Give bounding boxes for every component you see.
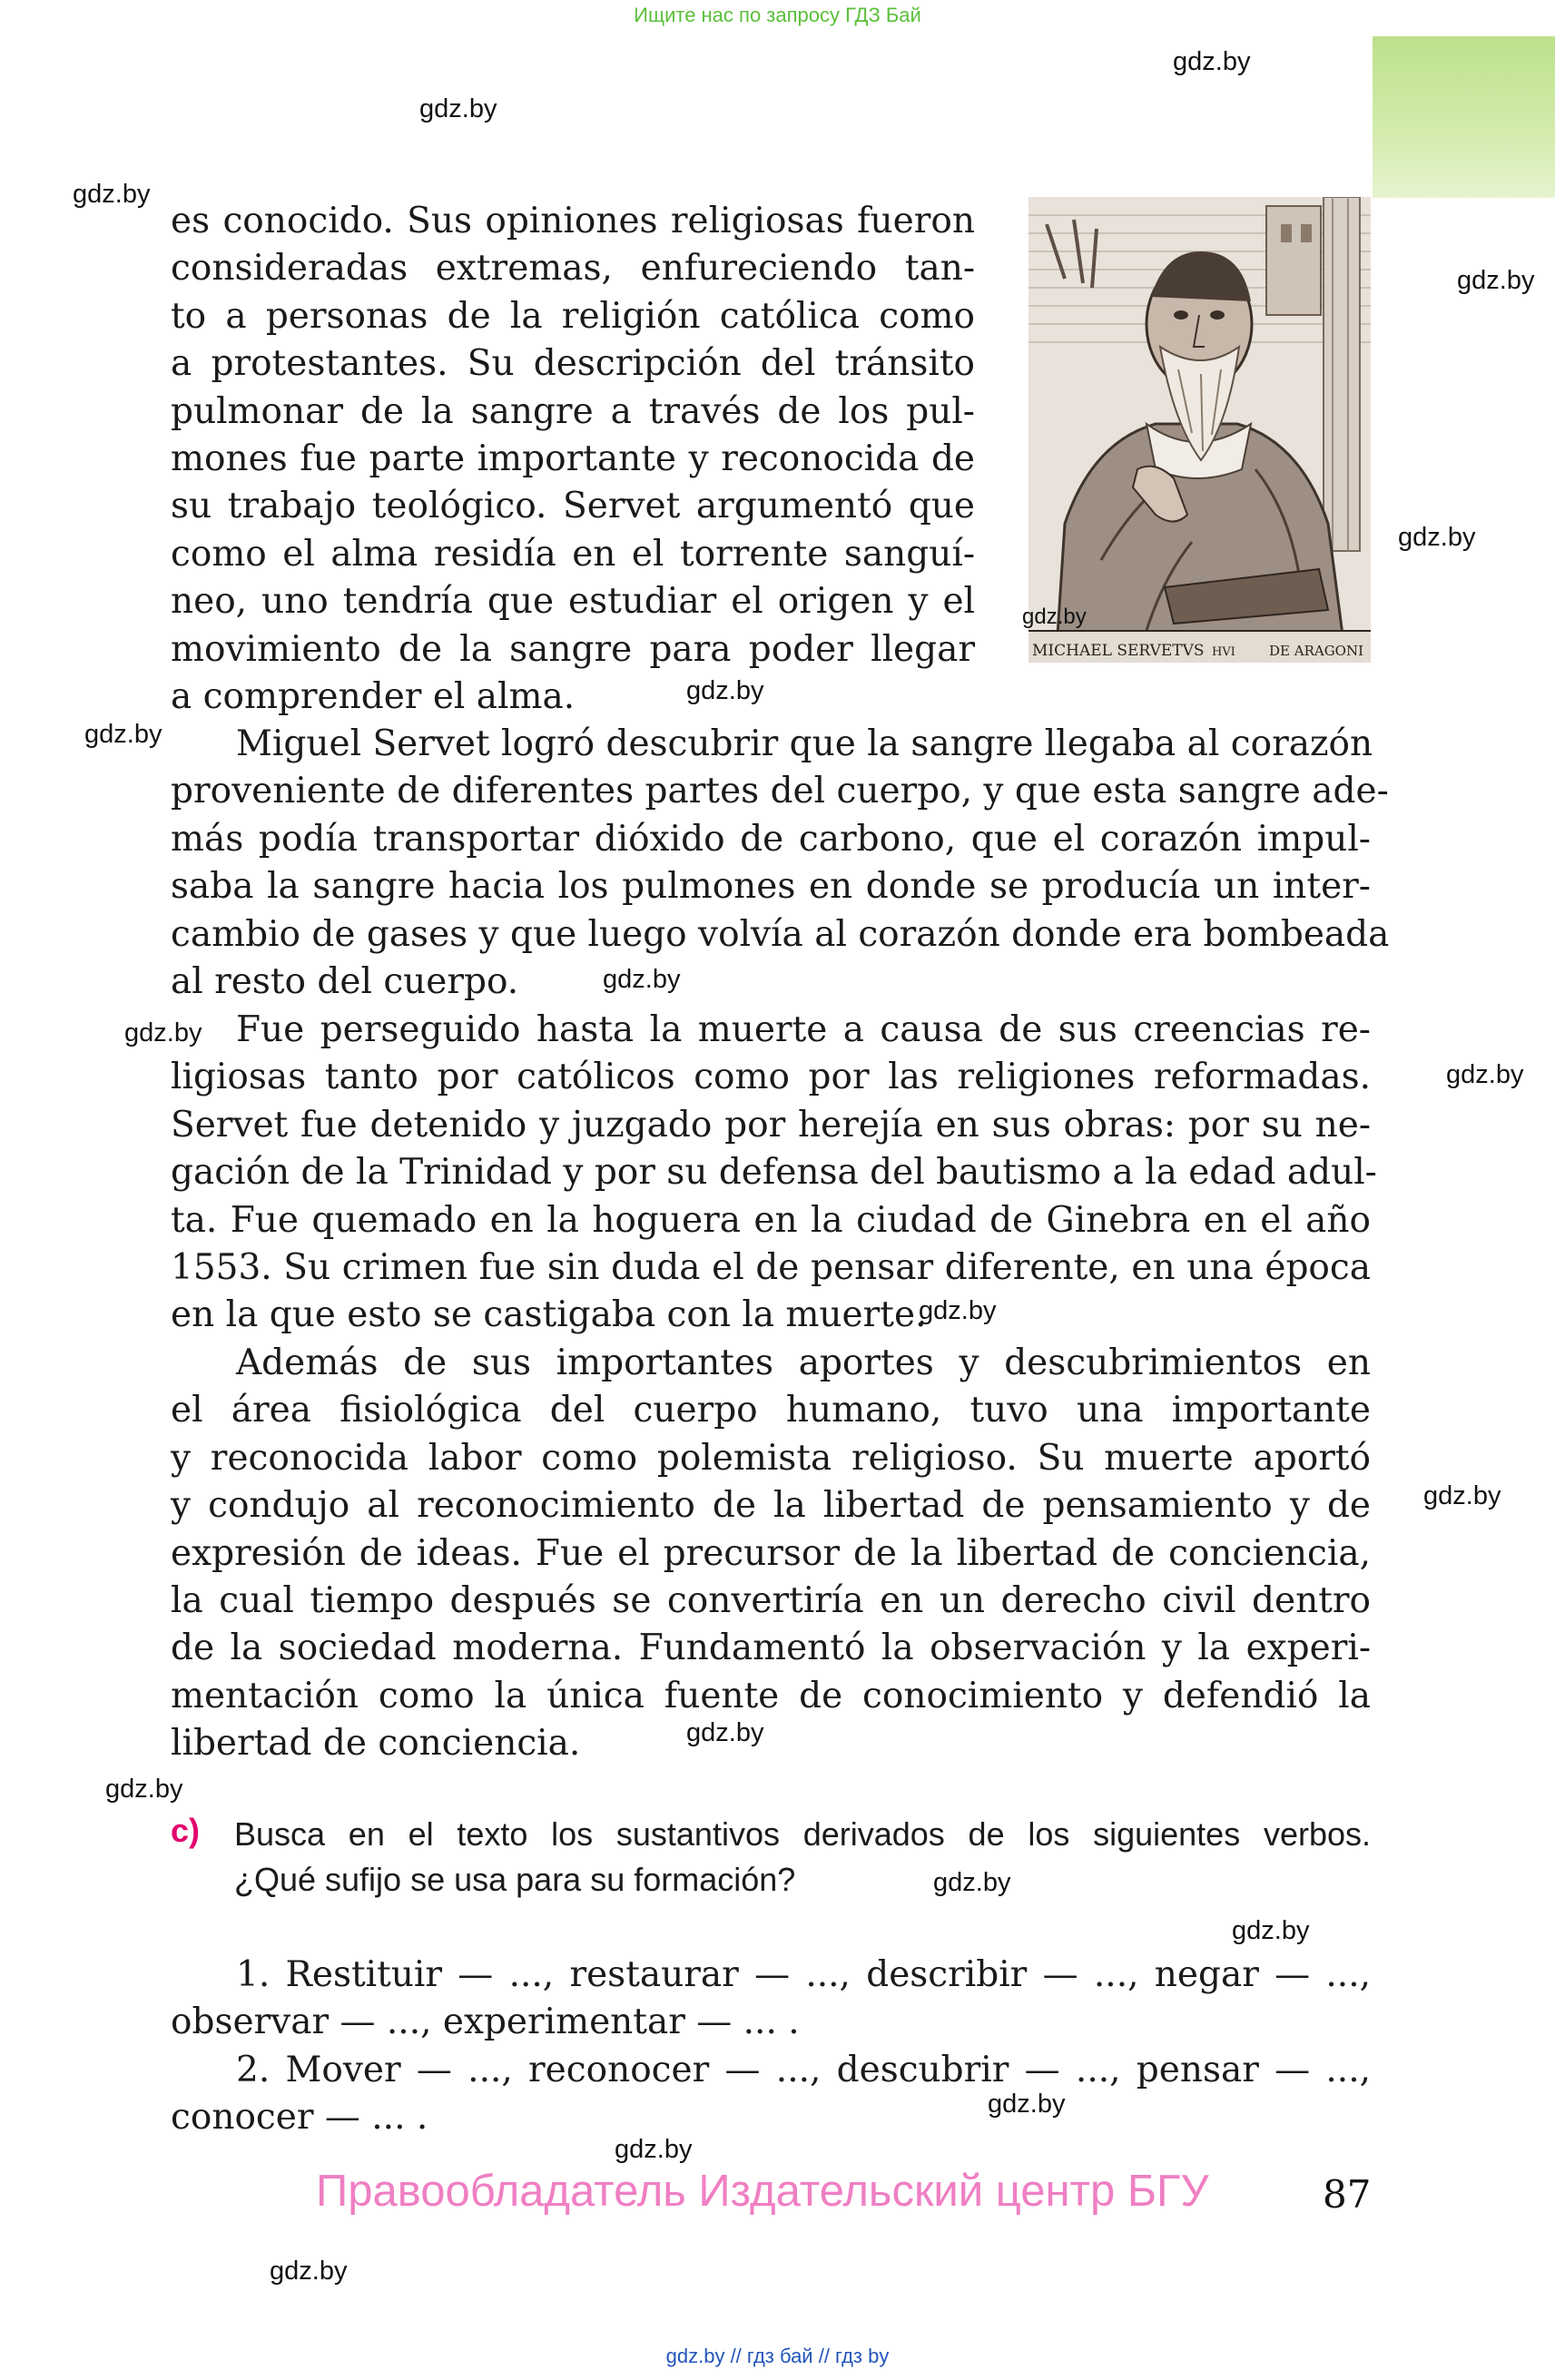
text-line: expresión de ideas. Fue el precursor de la libertad de conciencia, xyxy=(171,1532,1371,1574)
task-instruction-line: Busca en el texto los sustantivos derivados de los siguientes verbos. xyxy=(234,1815,1371,1853)
text-line: movimiento de la sangre para poder llegar xyxy=(171,628,975,670)
text-line: 1553. Su crimen fue sin duda el de pensar diferente, en una época xyxy=(171,1247,1371,1289)
watermark: gdz.by xyxy=(1423,1481,1501,1510)
text-line: de la sociedad moderna. Fundamentó la observación y la experi- xyxy=(171,1628,1371,1669)
text-line: y reconocida labor como polemista religioso. Su muerte aportó xyxy=(171,1437,1371,1479)
text-line: es conocido. Sus opiniones religiosas fueron xyxy=(171,201,975,241)
text-line: Fue perseguido hasta la muerte a causa de sus creencias re- xyxy=(236,1009,1371,1050)
paragraph-3 xyxy=(171,1007,1377,1340)
watermark: gdz.by xyxy=(988,2090,1066,2119)
text-line: en la que esto se castigaba con la muerte. xyxy=(171,1294,927,1336)
text-line: al resto del cuerpo. xyxy=(171,961,519,1003)
watermark: gdz.by xyxy=(124,1018,202,1047)
text-line: proveniente de diferentes partes del cuerpo, y que esta sangre ade- xyxy=(171,771,1389,812)
text-line: a protestantes. Su descripción del tránsito xyxy=(171,343,975,385)
text-line: libertad de conciencia. xyxy=(171,1723,581,1765)
exercise-line: 1. Restituir — ..., restaurar — ..., describir — ..., negar — ..., xyxy=(236,1954,1371,1995)
text-line: más podía transportar dióxido de carbono, que el corazón impul- xyxy=(171,818,1371,860)
portrait-caption-left: MICHAEL SERVETVS xyxy=(1032,642,1205,660)
watermark: gdz.by xyxy=(105,1775,183,1804)
exercise-line: observar — ..., experimentar — ... . xyxy=(171,2001,800,2043)
text-line: su trabajo teológico. Servet argumentó que xyxy=(171,486,975,527)
exercise-line: 2. Mover — ..., reconocer — ..., descubrir — ..., pensar — ..., xyxy=(236,2050,1371,2090)
page-number: 87 xyxy=(1323,2172,1372,2217)
text-line: consideradas extremas, enfureciendo tan- xyxy=(171,248,975,290)
watermark: gdz.by xyxy=(686,676,764,705)
top-banner[interactable]: Ищите нас по запросу ГДЗ Бай xyxy=(634,4,921,26)
watermark: gdz.by xyxy=(933,1868,1011,1897)
watermark: gdz.by xyxy=(270,2257,348,2286)
watermark: gdz.by xyxy=(73,180,151,209)
task-instruction-line: ¿Qué sufijo se usa para su formación? xyxy=(234,1861,796,1898)
green-corner-tab xyxy=(1373,36,1555,198)
task-label: c) xyxy=(171,1812,201,1849)
text-line: mentación como la única fuente de conocimiento y defendió la xyxy=(171,1675,1371,1716)
watermark: gdz.by xyxy=(1022,605,1087,629)
watermark: gdz.by xyxy=(84,720,162,749)
watermark: gdz.by xyxy=(1457,266,1535,295)
text-line: gación de la Trinidad y por su defensa del bautismo a la edad adul- xyxy=(171,1152,1377,1194)
text-line: la cual tiempo después se convertiría en un derecho civil dentro xyxy=(171,1580,1371,1622)
text-line: cambio de gases y que luego volvía al corazón donde era bombeada xyxy=(171,913,1390,955)
text-line: saba la sangre hacia los pulmones en donde se producía un inter- xyxy=(171,866,1371,908)
task-instruction xyxy=(234,1812,1371,1903)
text-line: neo, uno tendría que estudiar el origen y el xyxy=(171,581,975,623)
servet-portrait-image xyxy=(1028,197,1371,663)
text-line: y condujo al reconocimiento de la libertad de pensamiento y de xyxy=(171,1485,1371,1527)
portrait-caption-mid: HVI xyxy=(1212,645,1235,659)
watermark: gdz.by xyxy=(1446,1060,1524,1089)
watermark: gdz.by xyxy=(603,965,681,994)
watermark: gdz.by xyxy=(1232,1916,1310,1945)
watermark: gdz.by xyxy=(615,2135,693,2164)
watermark: gdz.by xyxy=(686,1718,764,1747)
bottom-links[interactable]: gdz.by // гдз бай // гдз by xyxy=(665,2345,890,2367)
portrait-caption-right: DE ARAGONI xyxy=(1269,643,1364,659)
paragraph-2 xyxy=(171,721,1390,1006)
exercise-2 xyxy=(171,2047,1371,2142)
watermark: gdz.by xyxy=(1173,47,1251,76)
watermark: gdz.by xyxy=(419,94,497,123)
text-line: ligiosas tanto por católicos como por las religiones reformadas. xyxy=(171,1057,1371,1098)
text-line: mones fue parte importante y reconocida de xyxy=(171,438,975,480)
text-line: a comprender el alma. xyxy=(171,676,576,718)
exercise-line: conocer — ... . xyxy=(171,2097,428,2139)
text-line: pulmonar de la sangre a través de los pul- xyxy=(171,390,975,432)
text-line: Además de sus importantes aportes y descubrimientos en xyxy=(236,1342,1371,1383)
paragraph-1 xyxy=(171,198,975,721)
text-line: Servet fue detenido y juzgado por herejía en sus obras: por su ne- xyxy=(171,1104,1371,1146)
portrait-engraving xyxy=(1028,197,1371,663)
watermark: gdz.by xyxy=(919,1296,997,1325)
text-line: ta. Fue quemado en la hoguera en la ciudad de Ginebra en el año xyxy=(171,1199,1371,1241)
text-line: el área fisiológica del cuerpo humano, tuvo una importante xyxy=(171,1390,1371,1431)
text-line: Miguel Servet logró descubrir que la sangre llegaba al corazón xyxy=(236,723,1373,764)
exercise-1 xyxy=(171,1952,1371,2047)
text-line: to a personas de la religión católica como xyxy=(171,295,975,337)
text-line: como el alma residía en el torrente sanguí- xyxy=(171,533,975,575)
copyright-holder: Правообладатель Издательский центр БГУ xyxy=(316,2167,1209,2216)
watermark: gdz.by xyxy=(1398,523,1476,552)
paragraph-4 xyxy=(171,1340,1371,1768)
